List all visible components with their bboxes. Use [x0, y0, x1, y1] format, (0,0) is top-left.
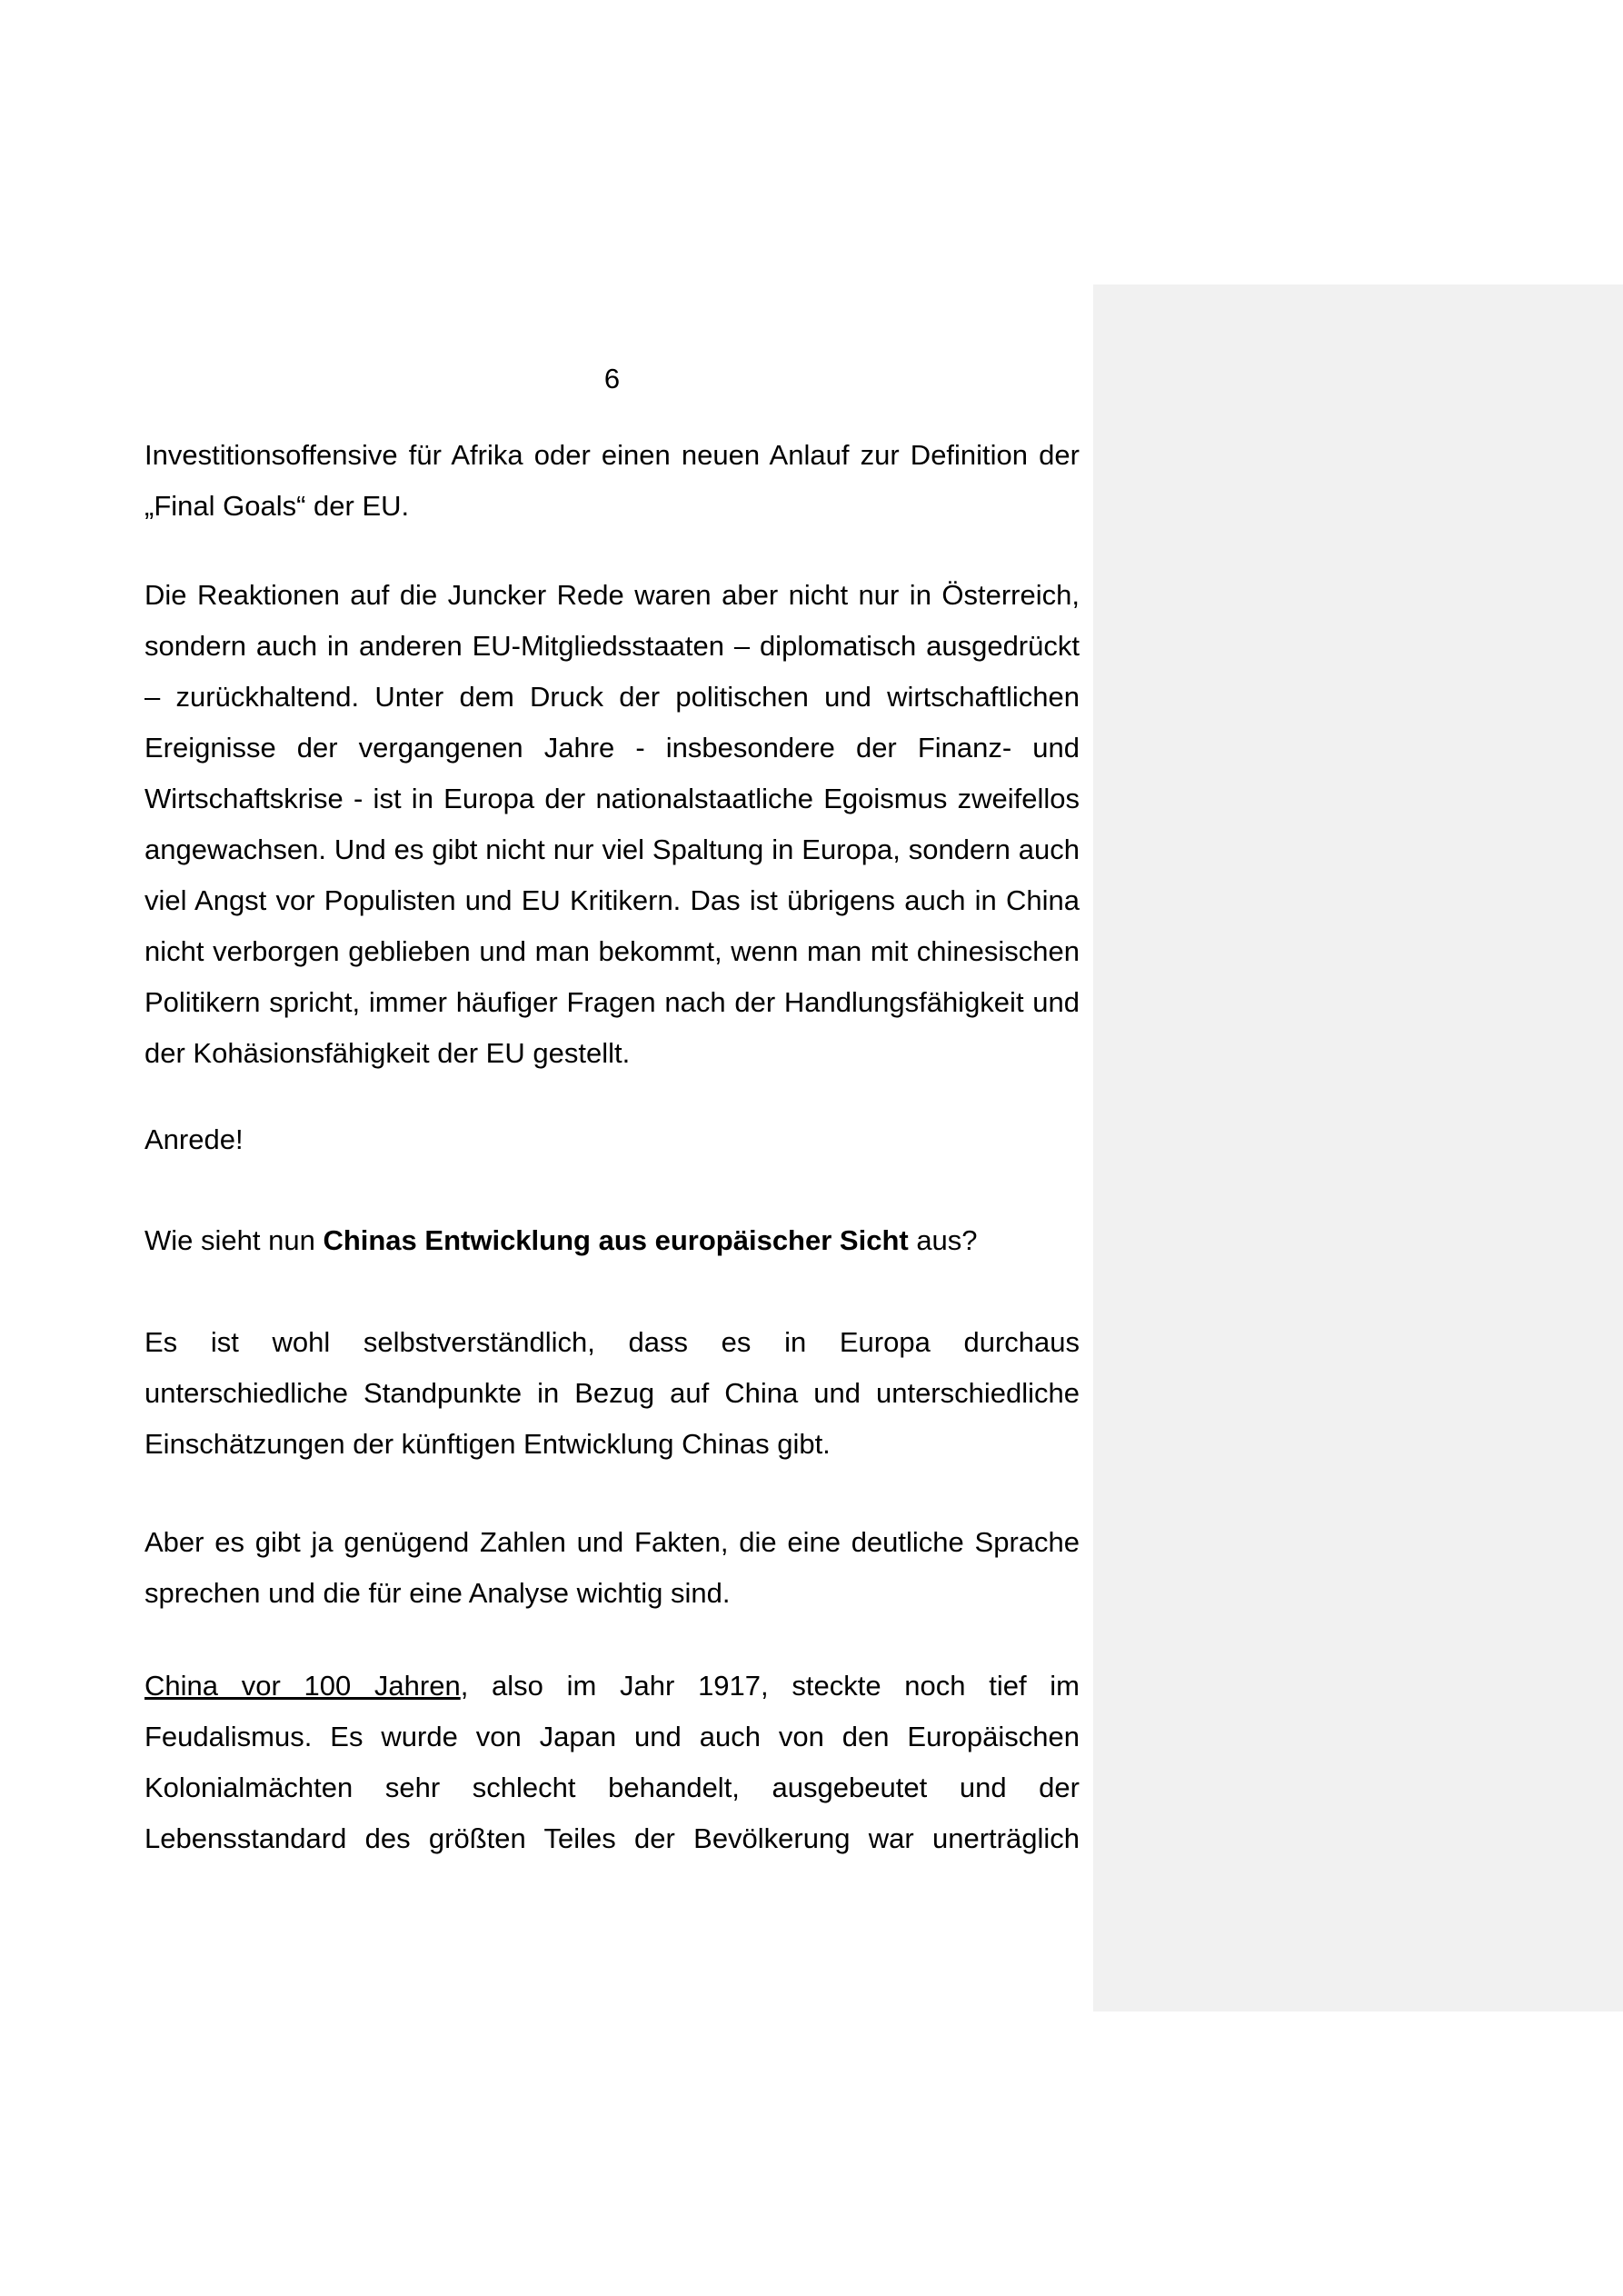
text-segment: unterschiedliche Standpunkte in Bezug auf China und unterschiedliche [144, 1377, 1080, 1409]
text-segment: sprechen und die für eine Analyse wichtig sind. [144, 1577, 731, 1609]
text-segment: der Kohäsionsfähigkeit der EU gestellt. [144, 1037, 631, 1069]
text-segment: Feudalismus. Es wurde von Japan und auch von den Europäischen [144, 1721, 1080, 1752]
text-segment: Aber es gibt ja genügend Zahlen und Fakten, die eine deutliche Sprache [144, 1526, 1080, 1558]
paragraph-p4 [144, 1215, 1080, 1266]
text-segment: Es ist wohl selbstverständlich, dass es in Europa durchaus [144, 1326, 1080, 1358]
text-segment: Politikern spricht, immer häufiger Fragen nach der Handlungsfähigkeit und [144, 986, 1080, 1018]
paragraph-p5 [144, 1317, 1080, 1470]
text-line [144, 1419, 1080, 1470]
text-line [144, 570, 1080, 621]
paragraph-p2 [144, 570, 1080, 1079]
text-segment: sondern auch in anderen EU-Mitgliedsstaaten – diplomatisch ausgedrückt [144, 630, 1080, 662]
text-body [144, 354, 1080, 1864]
text-line [144, 621, 1080, 672]
text-segment: Lebensstandard des größten Teiles der Bevölkerung war unerträglich [144, 1822, 1080, 1854]
text-line [144, 1712, 1080, 1762]
bold-text-segment: Chinas Entwicklung aus europäischer Sicht [323, 1224, 909, 1256]
text-line [144, 1661, 1080, 1712]
text-segment: Wirtschaftskrise - ist in Europa der nationalstaatliche Egoismus zweifellos [144, 783, 1080, 814]
text-segment: Investitionsoffensive für Afrika oder einen neuen Anlauf zur Definition der [144, 439, 1080, 471]
text-segment: Einschätzungen der künftigen Entwicklung Chinas gibt. [144, 1428, 831, 1460]
paragraph-p6 [144, 1517, 1080, 1619]
paragraph-p7 [144, 1661, 1080, 1864]
text-segment: Ereignisse der vergangenen Jahre - insbesondere der Finanz- und [144, 732, 1080, 764]
text-segment: angewachsen. Und es gibt nicht nur viel Spaltung in Europa, sondern auch [144, 834, 1080, 865]
text-line [144, 1517, 1080, 1568]
page-number: 6 [603, 363, 621, 394]
text-line [144, 824, 1080, 875]
text-segment: Die Reaktionen auf die Juncker Rede waren aber nicht nur in Österreich, [144, 579, 1080, 611]
text-line [144, 1813, 1080, 1864]
text-segment: Kolonialmächten sehr schlecht behandelt, ausgebeutet und der [144, 1772, 1080, 1803]
text-line [144, 1568, 1080, 1619]
underlined-text-segment: China vor 100 Jahren [144, 1670, 461, 1702]
text-segment: , also im Jahr 1917, steckte noch tief im [460, 1670, 1080, 1702]
text-line [144, 430, 1080, 481]
text-line [144, 1368, 1080, 1419]
text-segment: viel Angst vor Populisten und EU Kritikern. Das ist übrigens auch in China [144, 884, 1080, 916]
text-line [144, 672, 1080, 723]
text-line [144, 723, 1080, 774]
text-line [144, 977, 1080, 1028]
text-line [144, 926, 1080, 977]
paragraph-p3 [144, 1114, 1080, 1165]
text-line [144, 481, 1080, 532]
text-segment: Wie sieht nun [144, 1224, 324, 1256]
text-segment: Anrede! [144, 1123, 244, 1155]
paragraphs-container [144, 430, 1080, 1864]
text-line [144, 875, 1080, 926]
text-segment: nicht verborgen geblieben und man bekommt, wenn man mit chinesischen [144, 935, 1080, 967]
text-line [144, 1317, 1080, 1368]
text-line [144, 774, 1080, 824]
text-line [144, 1762, 1080, 1813]
text-segment: „Final Goals“ der EU. [144, 490, 410, 522]
paragraph-p1 [144, 430, 1080, 532]
text-segment: aus? [908, 1224, 978, 1256]
text-line [144, 1114, 1080, 1165]
text-line [144, 1028, 1080, 1079]
text-segment: – zurückhaltend. Unter dem Druck der politischen und wirtschaftlichen [144, 681, 1080, 713]
text-line [144, 1215, 1080, 1266]
side-panel [1093, 285, 1623, 2011]
